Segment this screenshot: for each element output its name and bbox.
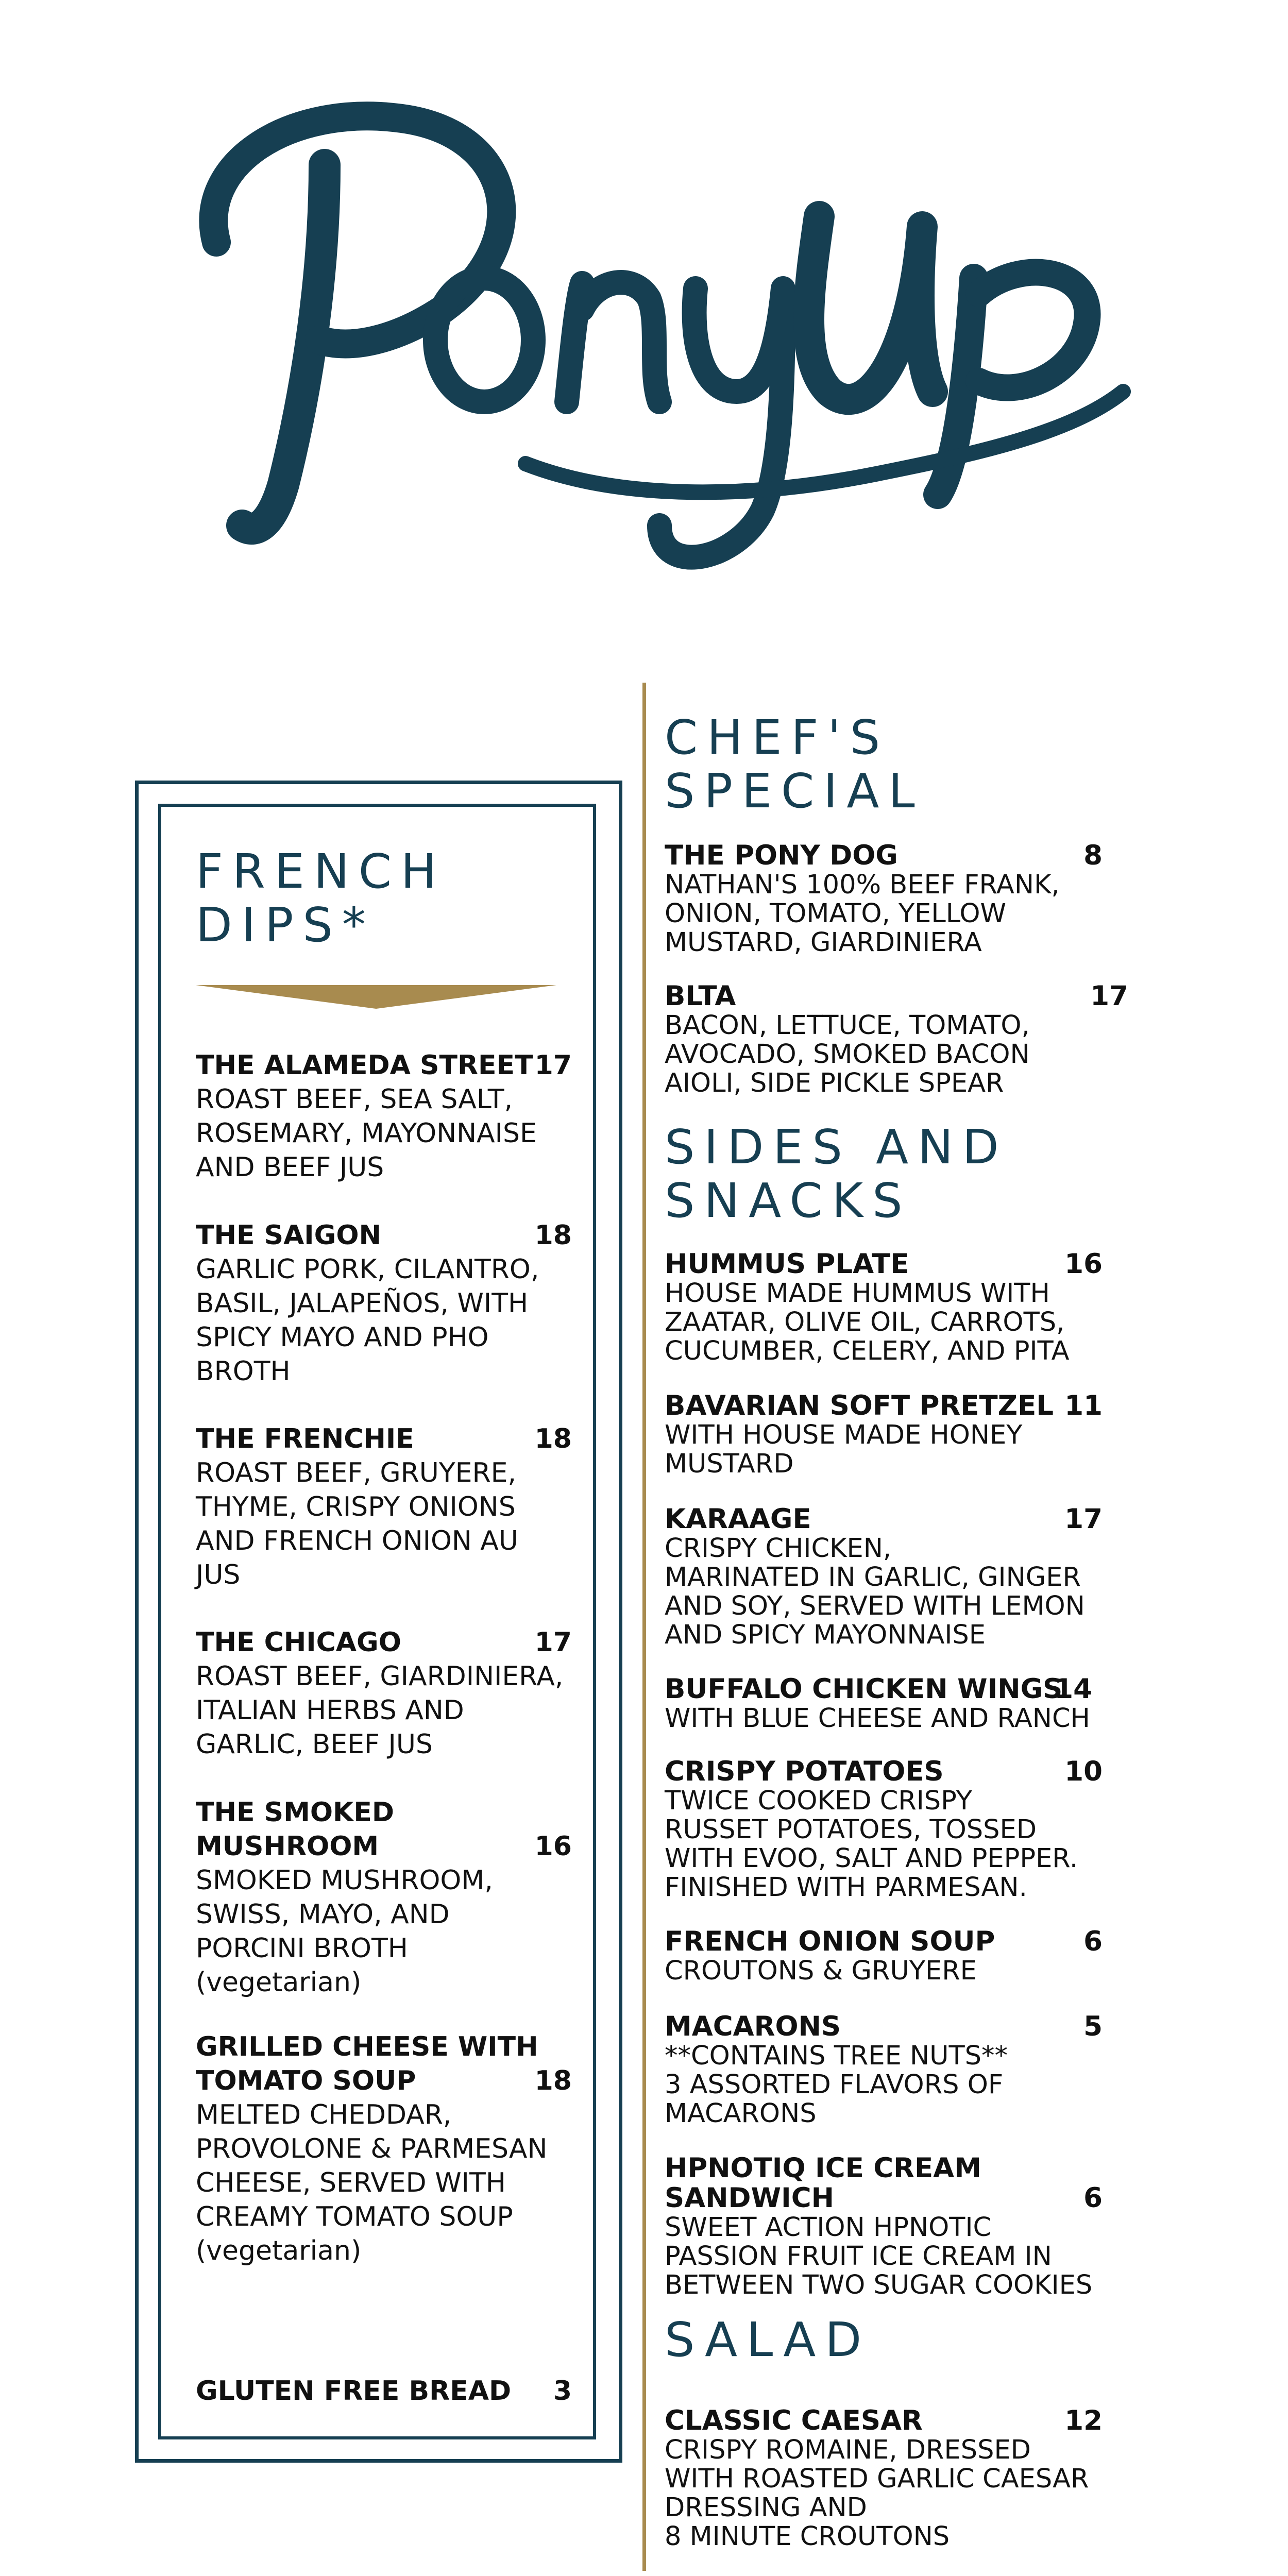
item-description: CROUTONS & GRUYERE — [665, 1956, 977, 1986]
item-description: NATHAN'S 100% BEEF FRANK, ONION, TOMATO, YELLOW MUSTARD, GIARDINIERA — [665, 870, 1060, 958]
item-price: 17 — [534, 1050, 572, 1081]
item-price: 18 — [534, 2065, 572, 2096]
menu-item — [196, 1048, 572, 1184]
pony-up-logo — [155, 72, 1133, 598]
item-name: CRISPY POTATOES — [665, 1756, 944, 1787]
menu-item — [665, 1757, 1103, 1902]
item-price: 17 — [534, 1627, 572, 1658]
item-name: CLASSIC CAESAR — [665, 2405, 923, 2436]
item-name: BLTA — [665, 980, 736, 1012]
sides-and-snacks-title: SIDES AND SNACKS — [665, 1120, 1008, 1228]
menu-item — [665, 981, 1128, 1098]
item-name: FRENCH ONION SOUP — [665, 1926, 995, 1957]
item-name: MACARONS — [665, 2011, 841, 2042]
item-description: GARLIC PORK, CILANTRO, BASIL, JALAPEÑOS, WITH SPICY MAYO AND PHO BROTH — [196, 1254, 539, 1387]
item-name: BUFFALO CHICKEN WINGS — [665, 1673, 1063, 1705]
item-description: TWICE COOKED CRISPY RUSSET POTATOES, TOSSED WITH EVOO, SALT AND PEPPER. FINISHED WITH PARMESAN. — [665, 1786, 1078, 1903]
french-dips-title: FRENCH DIPS* — [196, 844, 446, 953]
item-description: MELTED CHEDDAR, PROVOLONE & PARMESAN CHEESE, SERVED WITH CREAMY TOMATO SOUP (vegetarian) — [196, 2099, 548, 2266]
item-price: 6 — [1083, 2182, 1103, 2214]
chefs-special-title: CHEF'S SPECIAL — [665, 710, 924, 819]
item-price: 12 — [1064, 2405, 1103, 2436]
item-price: 16 — [534, 1831, 572, 1862]
item-name: HPNOTIQ ICE CREAM SANDWICH — [665, 2153, 981, 2214]
item-name: HUMMUS PLATE — [665, 1248, 909, 1280]
menu-item — [665, 841, 1103, 957]
item-price: 17 — [1090, 980, 1128, 1012]
item-description: BACON, LETTUCE, TOMATO, AVOCADO, SMOKED BACON AIOLI, SIDE PICKLE SPEAR — [665, 1010, 1030, 1098]
item-name: THE SMOKED MUSHROOM — [196, 1797, 394, 1862]
item-description: SWEET ACTION HPNOTIC PASSION FRUIT ICE CREAM IN BETWEEN TWO SUGAR COOKIES — [665, 2212, 1093, 2300]
item-name: THE ALAMEDA STREET — [196, 1050, 533, 1081]
item-price: 10 — [1064, 1756, 1103, 1787]
item-description: ROAST BEEF, GIARDINIERA, ITALIAN HERBS AND GARLIC, BEEF JUS — [196, 1661, 564, 1760]
item-description: CRISPY ROMAINE, DRESSED WITH ROASTED GARLIC CAESAR DRESSING AND 8 MINUTE CROUTONS — [665, 2435, 1089, 2552]
item-price: 17 — [1064, 1503, 1103, 1535]
item-name: THE SAIGON — [196, 1220, 382, 1251]
item-name: THE FRENCHIE — [196, 1423, 414, 1454]
item-name: THE PONY DOG — [665, 840, 898, 871]
item-name: BAVARIAN SOFT PRETZEL — [665, 1390, 1054, 1421]
item-description: ROAST BEEF, SEA SALT, ROSEMARY, MAYONNAISE AND BEEF JUS — [196, 1084, 537, 1183]
menu-item — [665, 1674, 1092, 1733]
menu-item — [196, 1625, 572, 1761]
menu-item — [665, 1391, 1103, 1479]
menu-item — [665, 1927, 1103, 1986]
menu-item — [665, 2012, 1103, 2128]
menu-item — [665, 1249, 1103, 1366]
item-description: CRISPY CHICKEN, MARINATED IN GARLIC, GINGER AND SOY, SERVED WITH LEMON AND SPICY MAYONNAISE — [665, 1533, 1085, 1650]
item-description: SMOKED MUSHROOM, SWISS, MAYO, AND PORCINI BROTH (vegetarian) — [196, 1865, 493, 1998]
menu-item — [196, 1795, 572, 1999]
item-price: 3 — [553, 2376, 572, 2406]
item-price: 6 — [1083, 1926, 1103, 1957]
item-price: 16 — [1064, 1248, 1103, 1280]
menu-item — [665, 1504, 1103, 1650]
menu-item — [196, 2030, 572, 2268]
item-price: 5 — [1083, 2011, 1103, 2042]
item-description: WITH HOUSE MADE HONEY MUSTARD — [665, 1420, 1023, 1479]
item-price: 8 — [1083, 840, 1103, 871]
item-description: HOUSE MADE HUMMUS WITH ZAATAR, OLIVE OIL, CARROTS, CUCUMBER, CELERY, AND PITA — [665, 1278, 1070, 1366]
item-price: 18 — [534, 1423, 572, 1454]
item-name: GRILLED CHEESE WITH TOMATO SOUP — [196, 2031, 538, 2096]
item-price: 18 — [534, 1220, 572, 1251]
menu-item — [196, 2374, 572, 2408]
menu-item — [196, 1218, 572, 1388]
menu-item — [665, 2406, 1103, 2551]
item-name: THE CHICAGO — [196, 1627, 401, 1658]
item-description: WITH BLUE CHEESE AND RANCH — [665, 1703, 1090, 1734]
column-divider — [642, 683, 646, 2571]
item-name: KARAAGE — [665, 1503, 811, 1535]
menu-item — [196, 1422, 572, 1592]
item-description: ROAST BEEF, GRUYERE, THYME, CRISPY ONIONS AND FRENCH ONION AU JUS — [196, 1458, 518, 1590]
item-name: GLUTEN FREE BREAD — [196, 2376, 512, 2406]
item-price: 14 — [1054, 1673, 1092, 1705]
salad-title: SALAD — [665, 2312, 871, 2367]
gold-chevron-divider — [196, 979, 556, 1015]
item-description: **CONTAINS TREE NUTS** 3 ASSORTED FLAVORS OF MACARONS — [665, 2041, 1008, 2129]
menu-item — [665, 2154, 1103, 2300]
item-price: 11 — [1064, 1390, 1103, 1421]
